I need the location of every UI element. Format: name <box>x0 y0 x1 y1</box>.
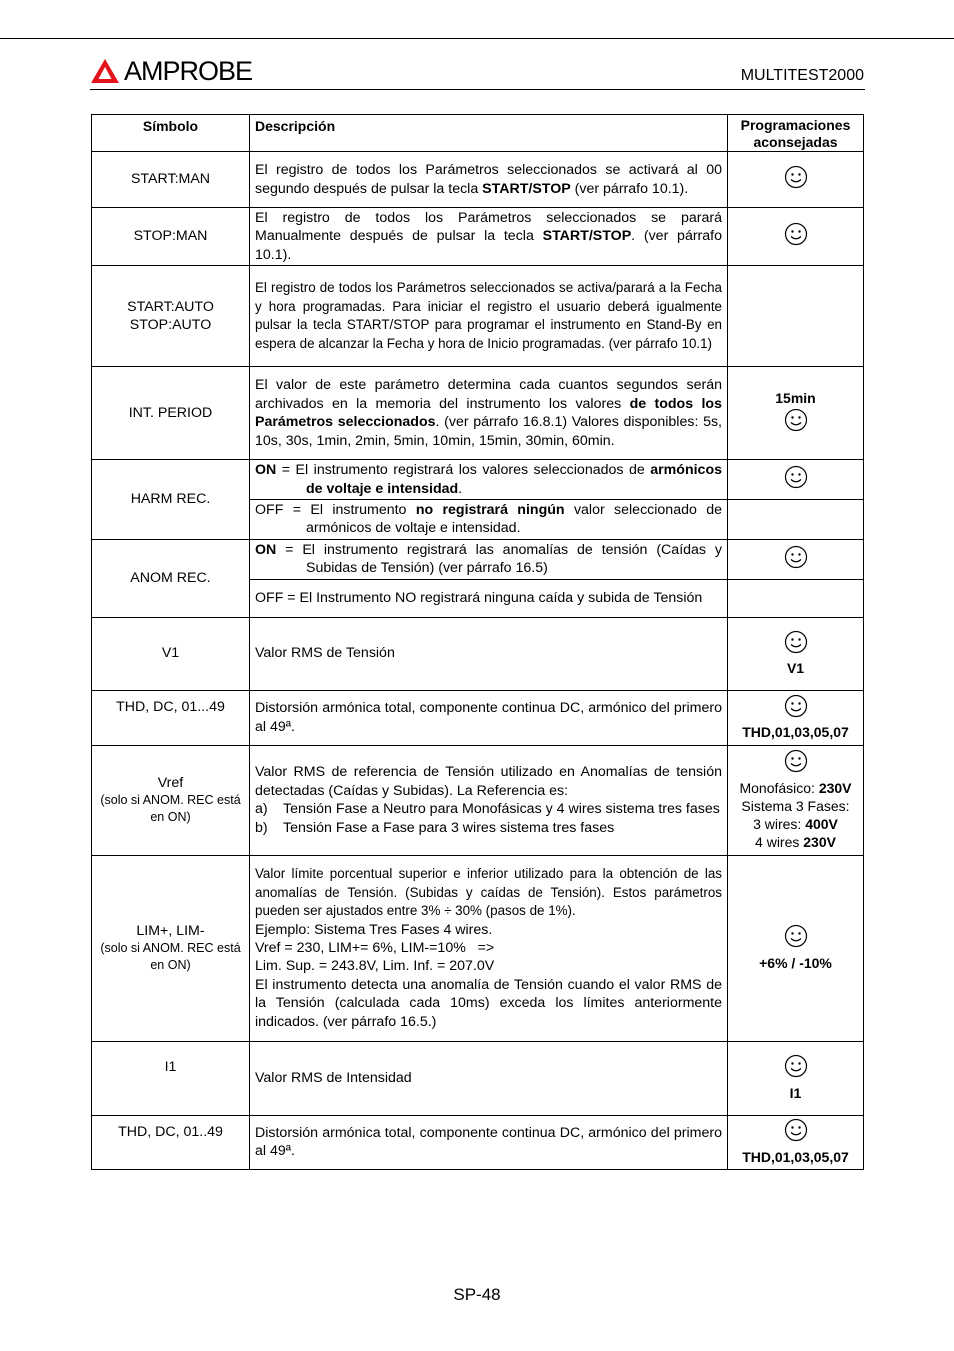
col-header-description: Descripción <box>250 115 728 152</box>
warning-triangle-icon <box>90 58 120 84</box>
row-recommended <box>728 617 864 690</box>
row-description: El valor de este parámetro determina cada cuantos segundos serán archivados en la memoria del instrumento los valores de todos los Parámetros seleccionados. (ver párrafo 16.8.1) Valores disponibles: 5s, 10s, 30s, 1min, 2min, 5min, 10min, 15min, 30min, 60min. <box>250 367 728 460</box>
table-row <box>92 460 864 500</box>
model-name: MULTITEST2000 <box>740 67 864 84</box>
row-description: Distorsión armónica total, componente continua DC, armónico del primero al 49ª. <box>250 1115 728 1169</box>
row-symbol: STOP:MAN <box>92 208 250 266</box>
table-row <box>92 539 864 579</box>
row-description: El registro de todos los Parámetros seleccionados se activa/parará a la Fecha y hora programadas. Para iniciar el registro el usuario deberá igualmente pulsar la tecla START/STOP para programar el instrumento en Stand-By en espera de alcanzar la Fecha y hora de Inicio programadas. (ver párrafo 10.1) <box>250 266 728 367</box>
symbol-note: (solo si ANOM. REC está en ON) <box>100 793 241 825</box>
smiley-icon <box>784 408 808 437</box>
recommended-value: 15min <box>775 390 816 407</box>
recommended-value: 4 wires 230V <box>755 833 836 850</box>
recommended-value: Monofásico: 230V <box>739 779 852 796</box>
table-row <box>92 266 864 367</box>
table-row <box>92 152 864 208</box>
row-recommended <box>728 855 864 1041</box>
row-symbol: START:MAN <box>92 152 250 208</box>
smiley-icon <box>784 465 808 494</box>
row-description: Valor RMS de Tensión <box>250 617 728 690</box>
table-row <box>92 745 864 855</box>
row-recommended <box>728 690 864 745</box>
smiley-icon <box>784 222 808 251</box>
table-row <box>92 1041 864 1115</box>
row-recommended <box>728 266 864 367</box>
row-description-off: OFF = El Instrumento NO registrará ninguna caída y subida de Tensión <box>250 579 728 617</box>
recommended-value: THD,01,03,05,07 <box>742 1148 849 1165</box>
top-rule <box>0 38 954 39</box>
row-symbol: HARM REC. <box>92 460 250 540</box>
smiley-icon <box>784 630 808 659</box>
symbol-name: Vref <box>157 774 184 791</box>
row-recommended <box>728 539 864 579</box>
row-symbol: V1 <box>92 617 250 690</box>
symbol-name: LIM+, LIM- <box>136 922 205 939</box>
smiley-icon <box>784 749 808 778</box>
row-symbol: ANOM REC. <box>92 539 250 617</box>
row-description: Valor RMS de referencia de Tensión utilizado en Anomalías de tensión detectadas (Caídas y Subidas). La Referencia es: a) Tensión Fase a Neutro para Monofásicas y 4 wires sistema tres fases b) Tensión Fase a Fase para 3 wires sistema tres fases <box>250 745 728 855</box>
row-description: El registro de todos los Parámetros seleccionados se activará al 00 segundo después de pulsar la tecla START/STOP (ver párrafo 10.1). <box>250 152 728 208</box>
recommended-value: +6% / -10% <box>759 954 832 971</box>
row-symbol: START:AUTO STOP:AUTO <box>92 266 250 367</box>
row-symbol: THD, DC, 01..49 <box>92 1115 250 1169</box>
header-rule <box>90 89 865 90</box>
row-description: El registro de todos los Parámetros seleccionados se parará Manualmente después de pulsar la tecla START/STOP. (ver párrafo 10.1). <box>250 208 728 266</box>
row-description-off: OFF = El instrumento no registrará ningún valor seleccionado de armónicos de voltaje e intensidad. <box>250 500 728 540</box>
table-row <box>92 690 864 745</box>
recommended-value: I1 <box>789 1084 802 1101</box>
amprobe-logo <box>90 56 252 86</box>
row-description: Valor límite porcentual superior e inferior utilizado para la obtención de las anomalías de Tensión. (Subidas y caídas de Tensión). Estos parámetros pueden ser ajustados entre 3% ÷ 30% (pasos de 1%). Ejemplo: Sistema Tres Fases 4 wires. Vref = 230, LIM+= 6%, LIM-=10% => Lim. Sup. = 243.8V, Lim. Inf. = 207.0V El instrumento detecta una anomalía de Tensión cuando el valor RMS de la Tensión (calculada cada 10ms) exceda los límites anteriormente indicados. (ver párrafo 16.5.) <box>250 855 728 1041</box>
row-symbol: INT. PERIOD <box>92 367 250 460</box>
table-row <box>92 208 864 266</box>
row-recommended <box>728 152 864 208</box>
row-recommended <box>728 1041 864 1115</box>
parameters-table <box>91 114 864 1170</box>
table-row <box>92 1115 864 1169</box>
row-description-on: ON = El instrumento registrará los valores seleccionados de armónicos de voltaje e intensidad. <box>250 460 728 500</box>
row-description: Distorsión armónica total, componente continua DC, armónico del primero al 49ª. <box>250 690 728 745</box>
recommended-value: THD,01,03,05,07 <box>742 724 849 741</box>
smiley-icon <box>784 545 808 574</box>
smiley-icon <box>784 1118 808 1147</box>
row-symbol <box>92 855 250 1041</box>
row-recommended <box>728 460 864 500</box>
brand-name: AMPROBE <box>124 55 253 86</box>
table-row <box>92 367 864 460</box>
recommended-value: V1 <box>786 660 805 677</box>
row-recommended <box>728 367 864 460</box>
smiley-icon <box>784 165 808 194</box>
smiley-icon <box>784 1054 808 1083</box>
row-symbol: I1 <box>92 1041 250 1115</box>
row-symbol <box>92 745 250 855</box>
col-header-recommended: Programaciones aconsejadas <box>728 115 864 152</box>
page-number: SP-48 <box>453 1285 501 1304</box>
col-header-symbol: Símbolo <box>92 115 250 152</box>
table-row <box>92 617 864 690</box>
smiley-icon <box>784 694 808 723</box>
symbol-note: (solo si ANOM. REC está en ON) <box>100 941 241 973</box>
row-symbol: THD, DC, 01...49 <box>92 690 250 745</box>
row-recommended <box>728 745 864 855</box>
row-recommended <box>728 579 864 617</box>
row-recommended <box>728 1115 864 1169</box>
row-recommended <box>728 500 864 540</box>
smiley-icon <box>784 924 808 953</box>
table-row <box>92 855 864 1041</box>
recommended-value: 3 wires: 400V <box>753 815 838 832</box>
row-description-on: ON = El instrumento registrará las anomalías de tensión (Caídas y Subidas de Tensión) (ver párrafo 16.5) <box>250 539 728 579</box>
recommended-value: Sistema 3 Fases: <box>741 797 850 814</box>
table-header-row <box>92 115 864 152</box>
row-description: Valor RMS de Intensidad <box>250 1041 728 1115</box>
row-recommended <box>728 208 864 266</box>
